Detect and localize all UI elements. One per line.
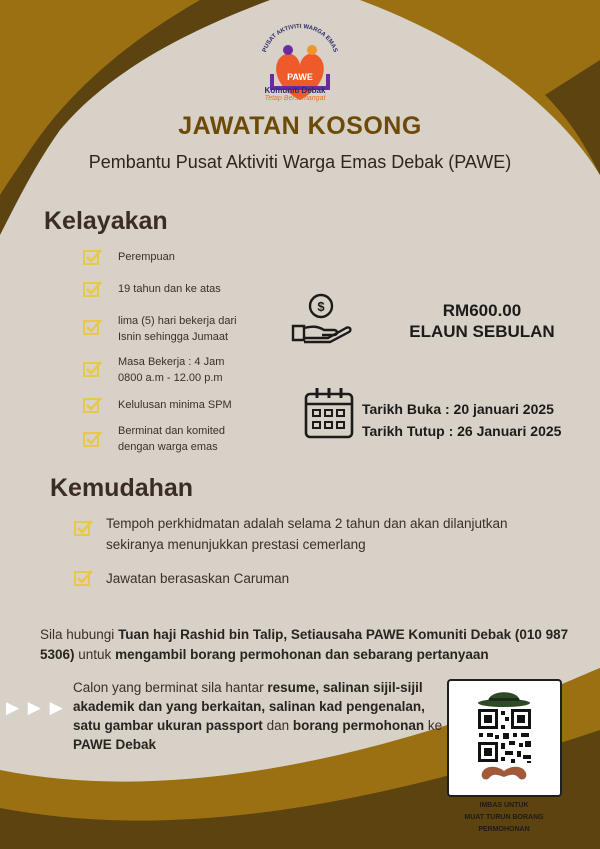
svg-text:$: $ [317,299,325,314]
arrow-decoration: ▶ ▶ ▶ [6,698,65,717]
application-paragraph: Calon yang berminat sila hantar resume, salinan sijil-sijil akademik dan yang berkaitan, salinan kad pengenalan, satu gambar ukuran passport dan borang permohonan ke PAWE Debak [73,680,443,752]
qr-code-card[interactable] [447,679,562,797]
destination: PAWE Debak [73,737,157,752]
moustache-icon [482,767,527,780]
qr-graphic [449,681,560,795]
kelayakan-item: 19 tahun dan ke atas [118,283,221,295]
application-form: borang permohonan [292,718,425,733]
logo-tagline: Tetap Bersemangat [264,95,326,102]
checkbox-tick-icon [83,430,103,448]
kelayakan-item: Masa Bekerja : 4 Jam 0800 a.m - 12.00 p.m [118,356,225,384]
contact-purpose: mengambil borang permohonan dan sebarang pertanyaan [115,647,489,662]
contact-paragraph: Sila hubungi Tuan haji Rashid bin Talip, Setiausaha PAWE Komuniti Debak (010 987 5306) untuk mengambil borang permohonan dan sebarang pertanyaan [40,627,569,662]
allowance-amount: RM600.00 [442,301,522,320]
kelayakan-item: Berminat dan komited dengan warga emas [118,425,225,453]
kelayakan-heading: Kelayakan [44,207,168,235]
logo-emblem: PAWE [287,72,313,82]
dates-block [362,398,561,442]
calendar-icon [303,386,355,440]
contact-person: Tuan haji Rashid bin Talip, Setiausaha PAWE Komuniti Debak (010 987 5306) [40,627,569,662]
checkbox-tick-icon [83,318,103,336]
allowance-label: ELAUN SEBULAN [409,322,555,341]
checkbox-tick-icon [83,396,103,414]
qr-caption: IMBAS UNTUK MUAT TURUN BORANG PERMOHONAN [464,802,544,833]
qr-code-icon [478,709,531,763]
required-documents: resume, salinan sijil-sijil akademik dan yang berkaitan, salinan kad pengenalan, satu gambar ukuran passport [73,680,425,733]
checkbox-tick-icon [83,248,103,266]
allowance-block [362,300,600,342]
hand-coin-icon [290,292,352,344]
page-title: JAWATAN KOSONG [178,112,422,140]
checkbox-tick-icon [74,569,94,587]
checkbox-tick-icon [74,519,94,537]
svg-text:PUSAT AKTIVITI WARGA EMAS [262,24,338,53]
checkbox-tick-icon [83,360,103,378]
kelayakan-item: lima (5) hari bekerja dari Isnin sehingga Jumaat [118,315,237,343]
kemudahan-item: Tempoh perkhidmatan adalah selama 2 tahun dan akan dilanjutkan sekiranya menunjukkan prestasi cemerlang [106,516,508,552]
open-date: Tarikh Buka : 20 januari 2025 [362,401,554,417]
checkbox-tick-icon [83,280,103,298]
kelayakan-item: Kelulusan minima SPM [118,399,232,411]
kelayakan-item: Perempuan [118,251,175,263]
kemudahan-heading: Kemudahan [50,474,194,502]
kemudahan-item: Jawatan berasaskan Caruman [106,571,290,586]
logo-brand: Komuniti Debak [264,86,326,95]
page-subtitle: Pembantu Pusat Aktiviti Warga Emas Debak (PAWE) [88,152,512,172]
close-date: Tarikh Tutup : 26 Januari 2025 [362,423,562,439]
logo-arc-text: PUSAT AKTIVITI WARGA EMAS [262,23,338,54]
